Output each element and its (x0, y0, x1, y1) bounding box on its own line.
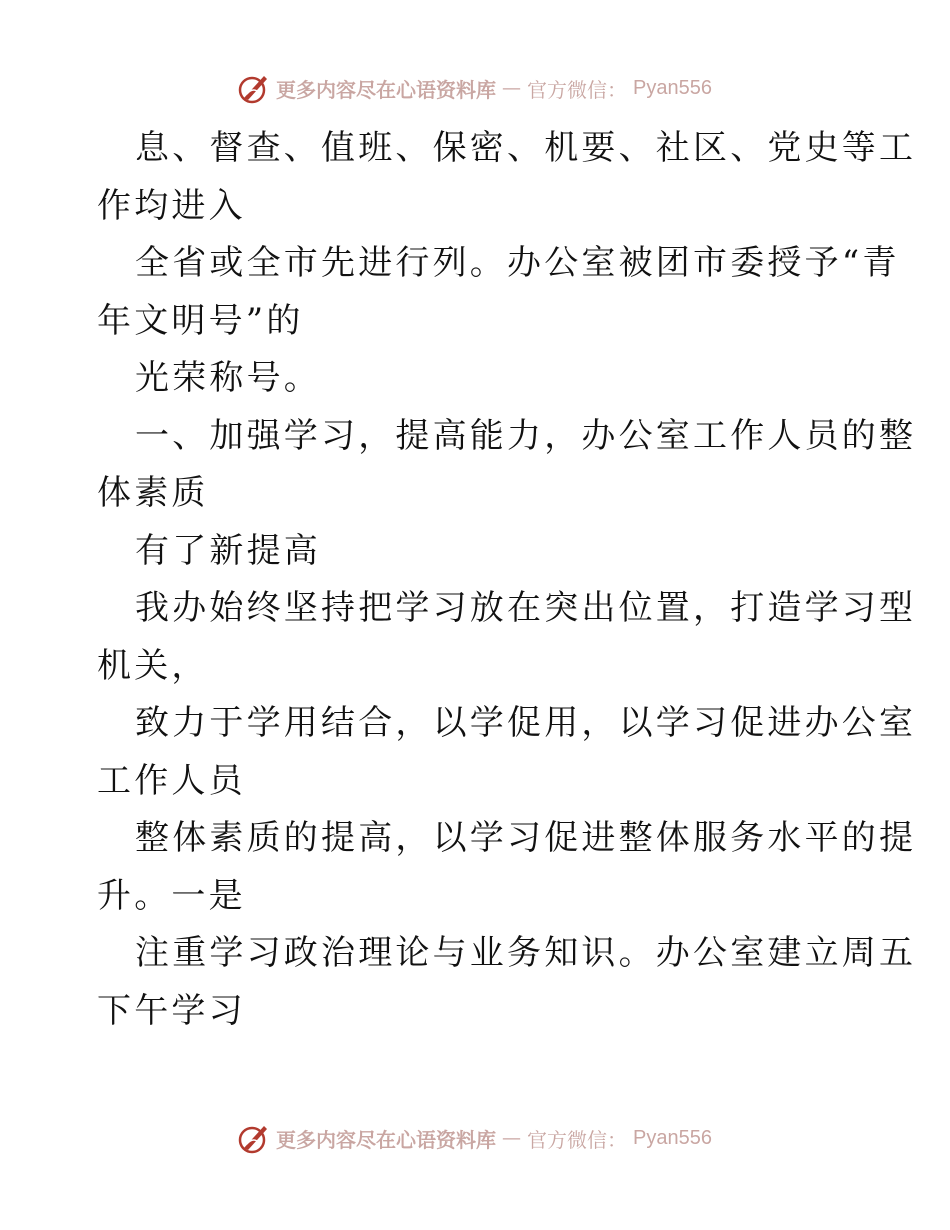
watermark-official-label: 官方微信： (527, 1127, 628, 1152)
body-line: 机关， (97, 645, 209, 686)
quill-pen-logo-icon (238, 1122, 270, 1154)
body-line: 工作人员 (97, 760, 246, 801)
body-line: 升。一是 (97, 875, 246, 916)
document-body (97, 120, 917, 1040)
watermark-separator: — (502, 77, 522, 99)
watermark-official-label: 官方微信： (527, 77, 628, 102)
watermark-main-text: 更多内容尽在心语资料库 (276, 77, 497, 102)
body-line: 注重学习政治理论与业务知识。办公室建立周五 (135, 933, 917, 973)
section-heading-line: 体素质 (97, 473, 209, 513)
footer-watermark (0, 1122, 950, 1154)
body-line: 年文明号”的 (97, 300, 304, 341)
watermark-wechat-id: Pyan556 (633, 76, 712, 99)
section-heading-line: 一、加强学习，提高能力，办公室工作人员的整 (135, 415, 917, 456)
body-line: 整体素质的提高，以学习促进整体服务水平的提 (135, 818, 917, 858)
body-line: 作均进入 (97, 185, 246, 226)
body-line: 息、督查、值班、保密、机要、社区、党史等工 (135, 128, 917, 168)
body-line: 全省或全市先进行列。办公室被团市委授予“青 (135, 243, 900, 283)
watermark-main-text: 更多内容尽在心语资料库 (276, 1127, 497, 1152)
body-line: 光荣称号。 (135, 358, 321, 398)
body-line: 致力于学用结合，以学促用，以学习促进办公室 (135, 703, 917, 743)
watermark-wechat-id: Pyan556 (633, 1126, 712, 1149)
quill-pen-logo-icon (238, 72, 270, 104)
body-line: 下午学习 (97, 990, 246, 1031)
watermark-separator: — (502, 1127, 522, 1149)
header-watermark (0, 72, 950, 104)
body-line: 我办始终坚持把学习放在突出位置，打造学习型 (135, 588, 917, 628)
section-heading-line: 有了新提高 (135, 530, 321, 571)
